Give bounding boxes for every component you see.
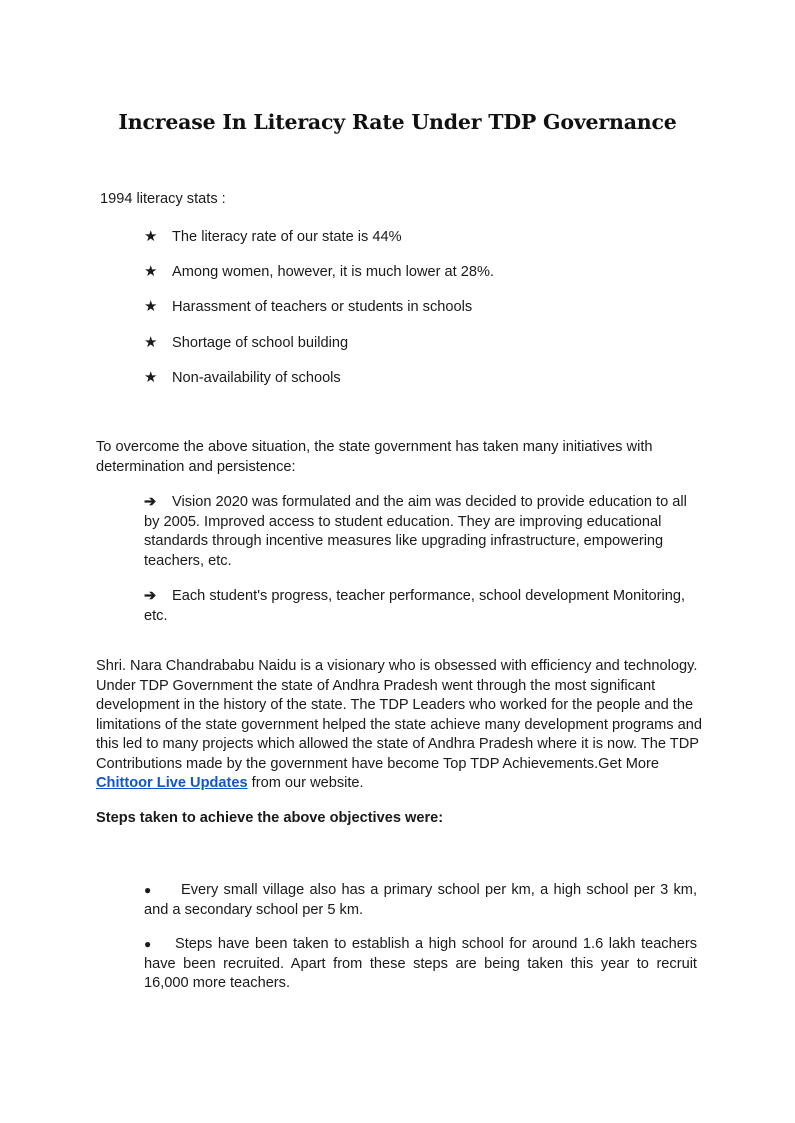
page-title: Increase In Literacy Rate Under TDP Governance (118, 110, 677, 134)
stats-list-item (144, 368, 341, 386)
naidu-paragraph (96, 657, 706, 794)
bullet-icon: ● (144, 937, 152, 951)
stats-item-text: Non-availability of schools (172, 370, 341, 386)
stats-item-text: Among women, however, it is much lower at 28%. (172, 264, 495, 280)
star-icon: ★ (144, 263, 158, 280)
stats-list-item (144, 227, 402, 245)
star-icon: ★ (144, 369, 158, 386)
initiative-item (144, 587, 704, 626)
step-item (144, 881, 697, 920)
stats-list-item (144, 297, 472, 315)
naidu-paragraph-text-end: from our website. (247, 775, 364, 791)
intro-paragraph: To overcome the above situation, the state government has taken many initiatives with determination and persistence: (96, 439, 653, 475)
naidu-paragraph-text: Shri. Nara Chandrababu Naidu is a visionary who is obsessed with efficiency and technology. Under TDP Government the state of Andhra Pradesh went through the most significant development in the history of the state. The TDP Leaders who worked for the people and the limitations of the state government helped the state achieve many development programs and this led to many projects which allowed the state of Andhra Pradesh where it is now. The TDP Contributions made by the government have become Top TDP Achievements.Get More (96, 658, 702, 772)
stats-list-item (144, 262, 494, 280)
step-item (144, 935, 697, 994)
stats-item-text: Shortage of school building (172, 335, 349, 351)
step-text: Every small village also has a primary school per km, a high school per 3 km, and a secondary school per 5 km. (144, 882, 697, 918)
stats-item-text: The literacy rate of our state is 44% (172, 229, 402, 245)
chittoor-live-updates-link[interactable]: Chittoor Live Updates (96, 775, 248, 791)
initiative-text: Each student's progress, teacher performance, school development Monitoring, etc. (144, 588, 686, 624)
step-text: Steps have been taken to establish a high school for around 1.6 lakh teachers have been recruited. Apart from these steps are being taken this year to recruit 16,000 more teachers. (144, 936, 697, 991)
stats-item-text: Harassment of teachers or students in schools (172, 299, 473, 315)
arrow-icon: ➔ (144, 588, 157, 604)
initiative-text: Vision 2020 was formulated and the aim was decided to provide education to all by 2005. Improved access to student education. They are improving educational standards through incentive measures like upgrading infrastructure, empowering teachers, etc. (144, 494, 687, 569)
star-icon: ★ (144, 228, 158, 245)
bullet-icon: ● (144, 883, 152, 897)
steps-heading: Steps taken to achieve the above objectives were: (96, 810, 444, 826)
star-icon: ★ (144, 334, 158, 351)
star-icon: ★ (144, 298, 158, 315)
stats-list-item (144, 333, 348, 351)
initiative-item (144, 493, 704, 571)
arrow-icon: ➔ (144, 494, 157, 510)
stats-label: 1994 literacy stats : (100, 191, 226, 207)
